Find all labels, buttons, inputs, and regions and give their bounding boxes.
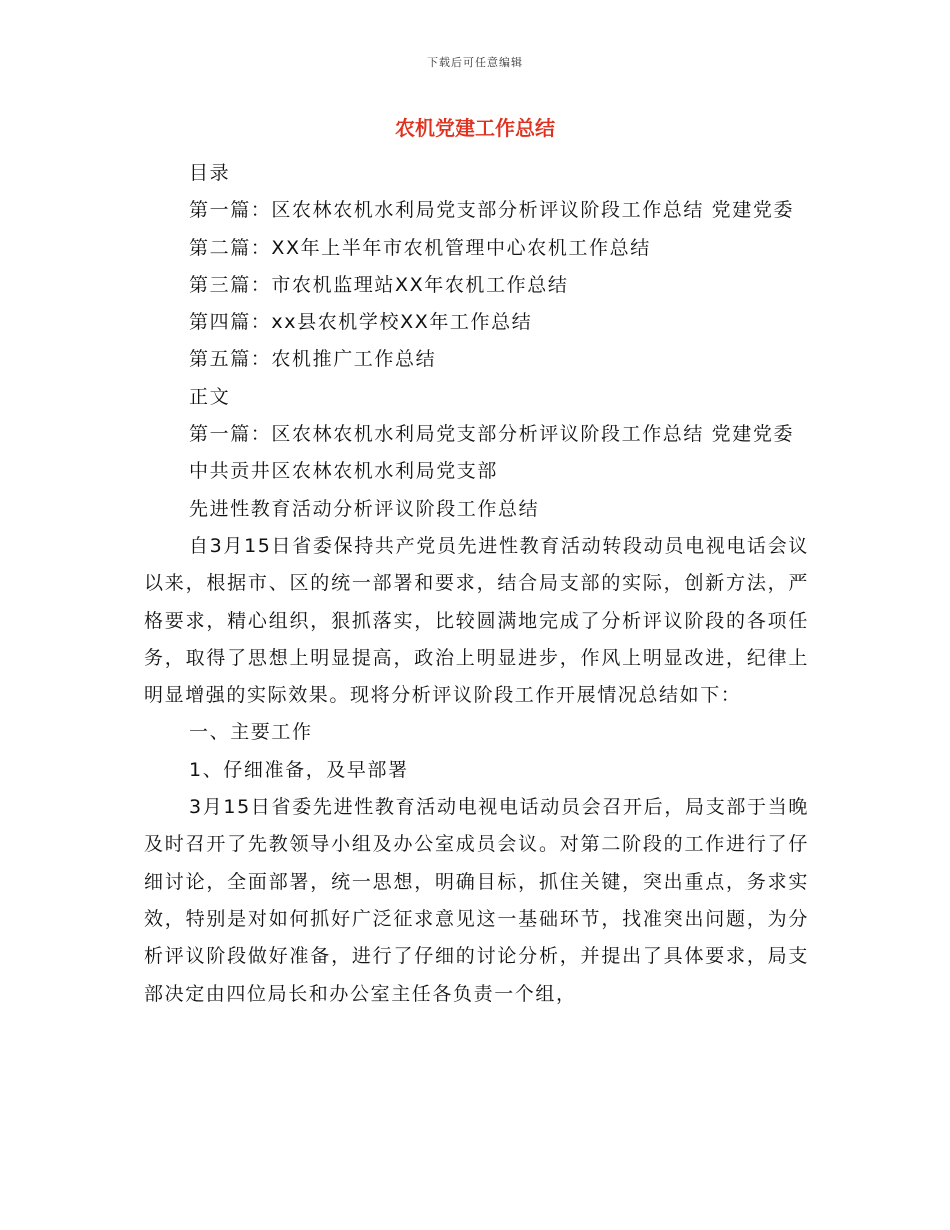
- paragraph-toc-heading: 目录: [189, 162, 231, 184]
- document-title: 农机党建工作总结: [395, 116, 555, 140]
- paragraph-detail: 3月15日省委先进性教育活动电视电话动员会召开后，局支部于当晚及时召开了先教领导小组及办公室成员会议。对第二阶段的工作进行了仔细讨论，全面部署，统一思想，明确目标，抓住关键，突出重点，务求实效，特别是对如何抓好广泛征求意见这一基础环节，找准突出问题，为分析评议阶段做好准备，进行了仔细的讨论分析，并提出了具体要求，局支部决定由四位局长和办公室主任各负责一个组，: [144, 796, 809, 1005]
- paragraph-intro: 自3月15日省委保持共产党员先进性教育活动转段动员电视电话会议以来，根据市、区的统一部署和要求，结合局支部的实际，创新方法，严格要求，精心组织，狠抓落实，比较圆满地完成了分析评议阶段的各项任务，取得了思想上明显提高，政治上明显进步，作风上明显改进，纪律上明显增强的实际效果。现将分析评议阶段工作开展情况总结如下：: [144, 534, 809, 707]
- paragraph-toc-item-1: 第一篇：区农林农机水利局党支部分析评议阶段工作总结 党建党委: [189, 199, 795, 222]
- paragraph-subtitle: 先进性教育活动分析评议阶段工作总结: [189, 497, 540, 520]
- paragraph-chapter-title: 第一篇：区农林农机水利局党支部分析评议阶段工作总结 党建党委: [189, 423, 795, 446]
- document-body: [144, 155, 809, 1013]
- paragraph-subsection-heading: 1、仔细准备，及早部署: [189, 758, 409, 781]
- paragraph-organization: 中共贡井区农林农机水利局党支部: [189, 460, 499, 483]
- paragraph-toc-item-2: 第二篇：XX年上半年市农机管理中心农机工作总结: [189, 236, 651, 259]
- paragraph-toc-item-4: 第四篇：xx县农机学校XX年工作总结: [189, 311, 533, 334]
- paragraph-section-heading: 一、主要工作: [189, 721, 313, 744]
- header-note: 下载后可任意编辑: [427, 56, 523, 69]
- paragraph-toc-item-5: 第五篇：农机推广工作总结: [189, 348, 437, 371]
- paragraph-body-heading: 正文: [189, 385, 231, 408]
- paragraph-toc-item-3: 第三篇：市农机监理站XX年农机工作总结: [189, 273, 569, 296]
